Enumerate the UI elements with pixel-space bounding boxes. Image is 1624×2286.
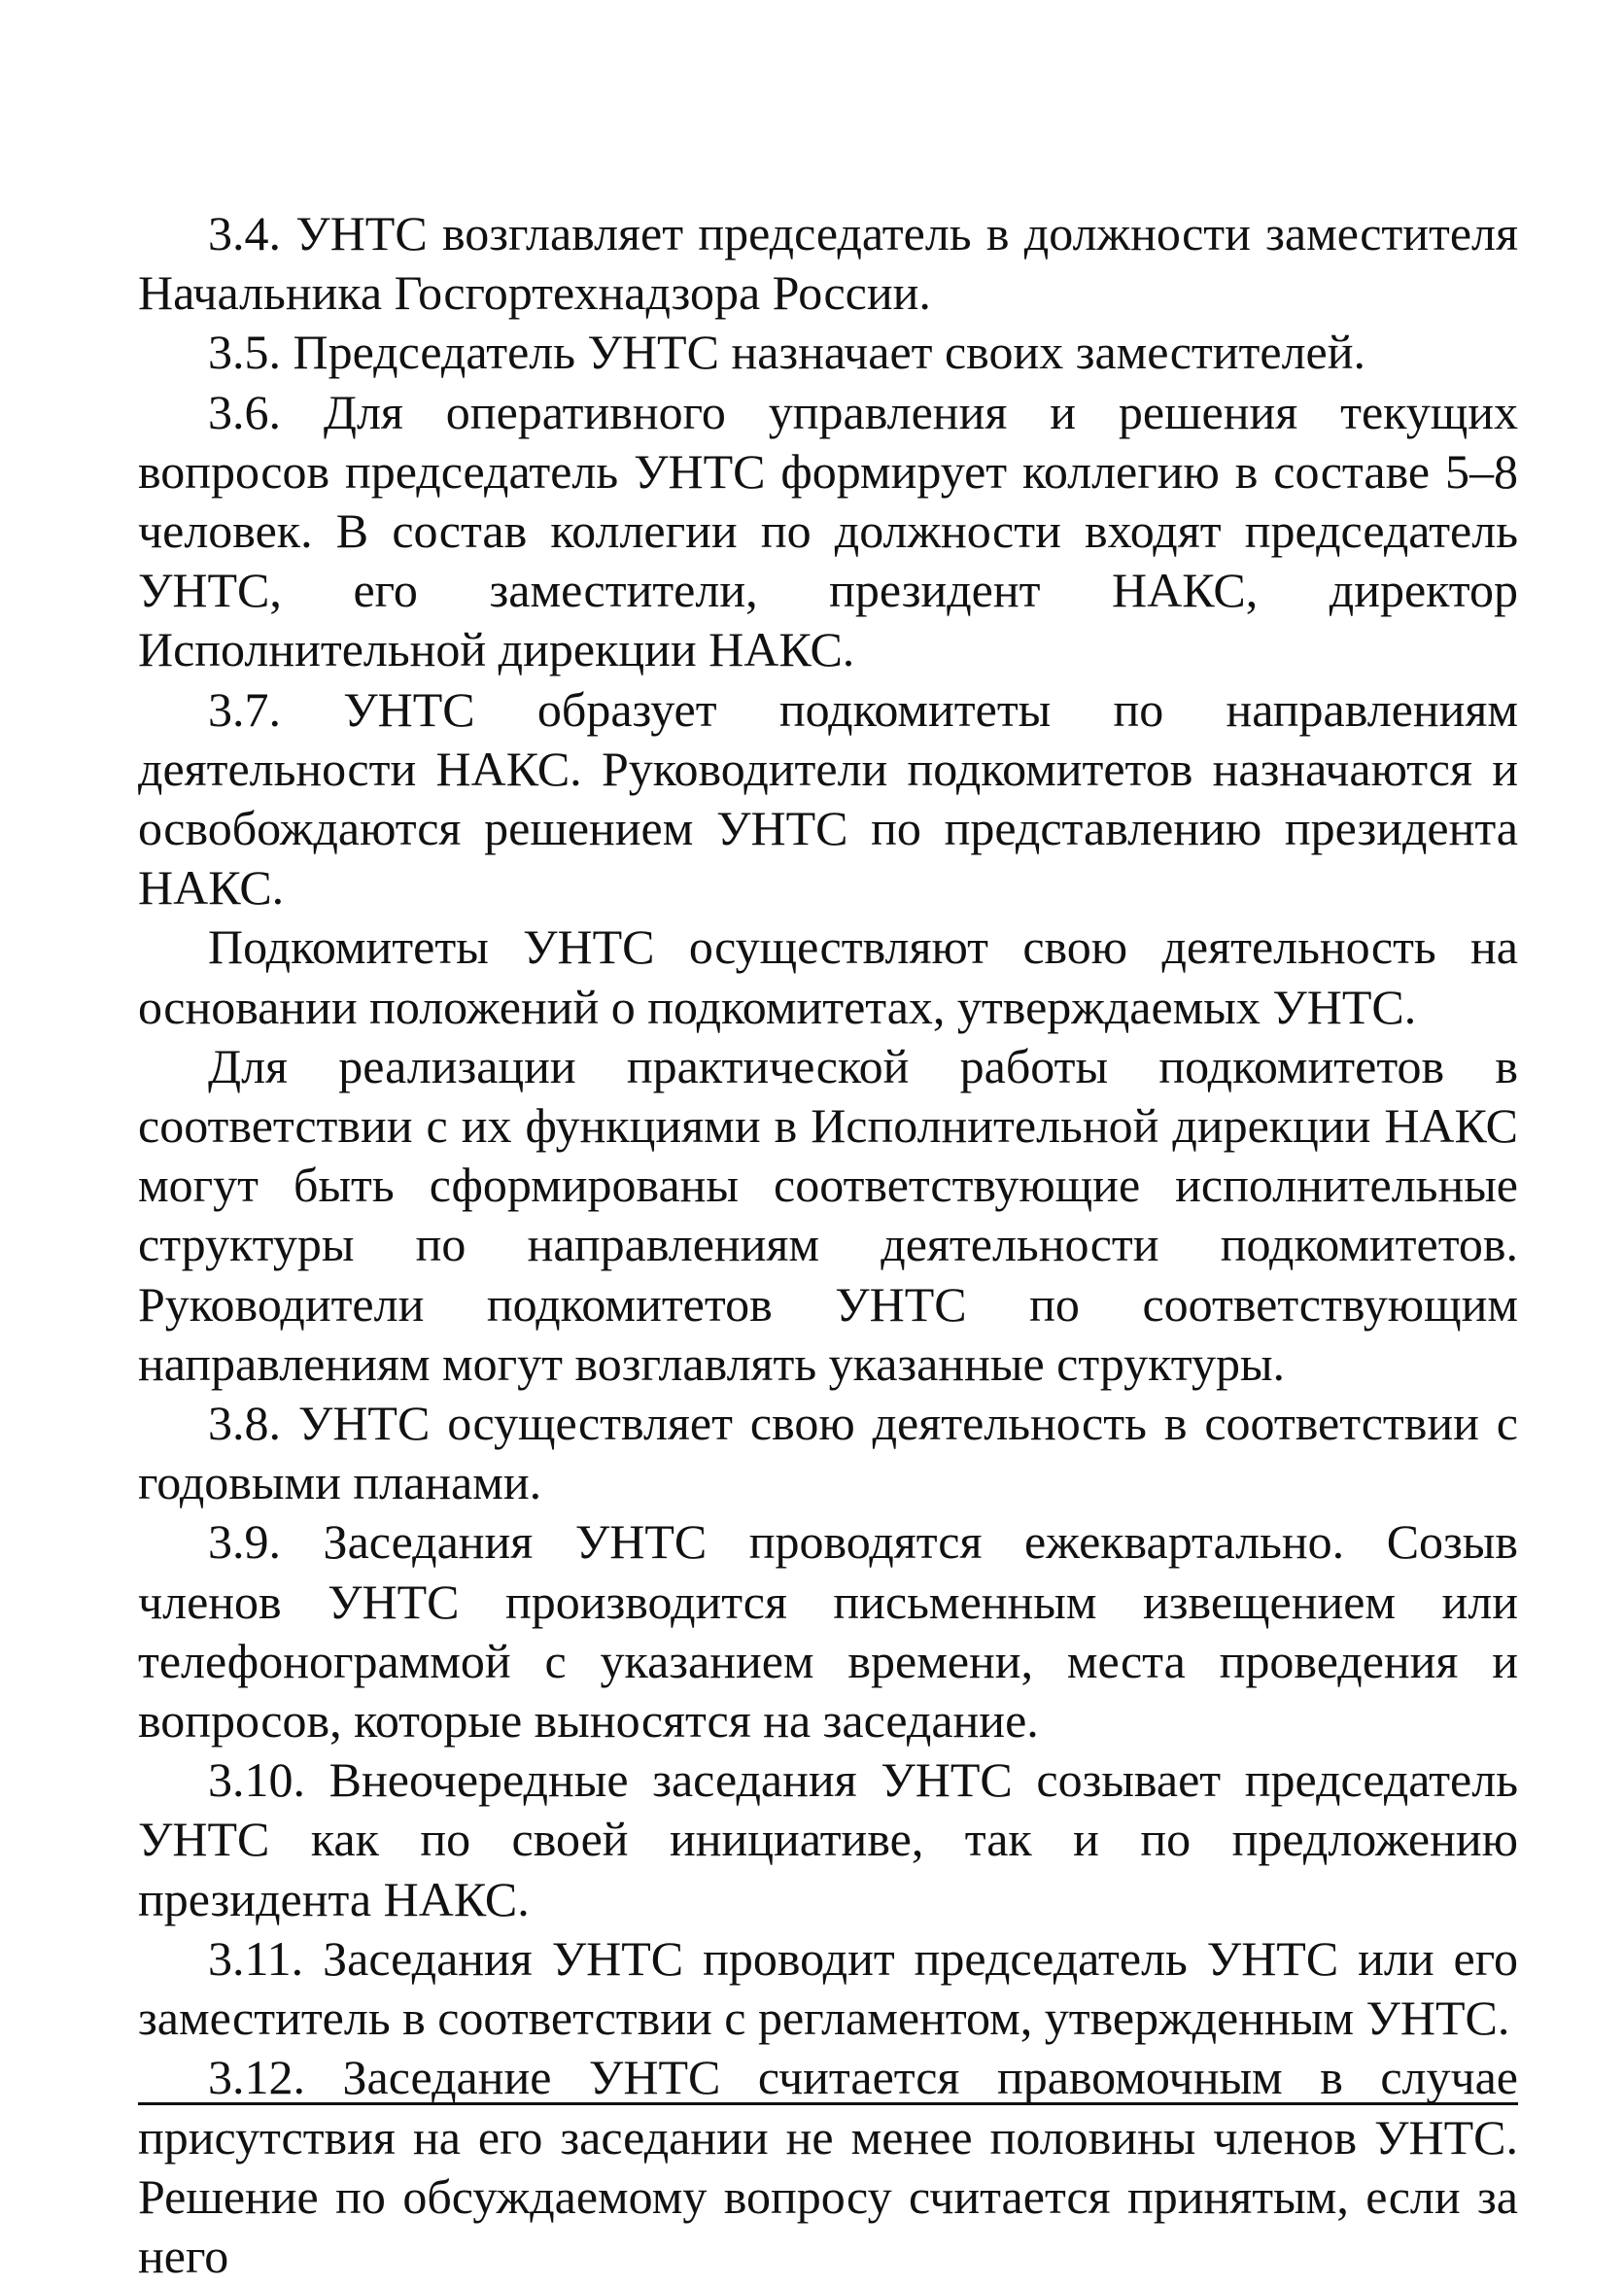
paragraph-3-10: 3.10. Внеочередные заседания УНТС созывает председатель УНТС как по своей инициативе, так и по предложению президента НАКС. [138,1752,1518,1926]
paragraph-3-5: 3.5. Председатель УНТС назначает своих заместителей. [208,325,1365,380]
paragraph-3-4: 3.4. УНТС возглавляет председатель в должности заместителя Начальника Госгортехнадзора России. [138,206,1518,321]
paragraph-structures: Для реализации практической работы подкомитетов в соответствии с их функциями в Исполнительной дирекции НАКС могут быть сформированы соответствующие исполнительные структуры по направлениям деятельности подкомитетов. Руководители подкомитетов УНТС по соответствующим направлениям могут возглавлять указанные структуры. [138,1038,1518,1391]
footer-rule [138,2102,1518,2105]
paragraph-3-6: 3.6. Для оперативного управления и решения текущих вопросов председатель УНТС формирует коллегию в составе 5–8 человек. В состав коллегии по должности входят председатель УНТС, его заместители, президент НАКС, директор Исполнительной дирекции НАКС. [138,384,1518,677]
paragraph-3-8: 3.8. УНТС осуществляет свою деятельность в соответствии с годовыми планами. [138,1396,1518,1510]
paragraph-3-9: 3.9. Заседания УНТС проводятся ежеквартально. Созыв членов УНТС производится письменным извещением или телефонограммой с указанием времени, места проведения и вопросов, которые выносятся на заседание. [138,1514,1518,1749]
paragraph-3-12: 3.12. Заседание УНТС считается правомочным в случае присутствия на его заседании не менее половины членов УНТС. Решение по обсуждаемому вопросу считается принятым, если за него [138,2050,1518,2283]
paragraph-3-11: 3.11. Заседания УНТС проводит председатель УНТС или его заместитель в соответствии с регламентом, утвержденным УНТС. [138,1930,1518,2046]
body-text [138,204,1518,2286]
paragraph-3-7: 3.7. УНТС образует подкомитеты по направлениям деятельности НАКС. Руководители подкомитетов назначаются и освобождаются решением УНТС по представлению президента НАКС. [138,681,1518,916]
paragraph-subcommittees: Подкомитеты УНТС осуществляют свою деятельность на основании положений о подкомитетах, утверждаемых УНТС. [138,919,1518,1034]
